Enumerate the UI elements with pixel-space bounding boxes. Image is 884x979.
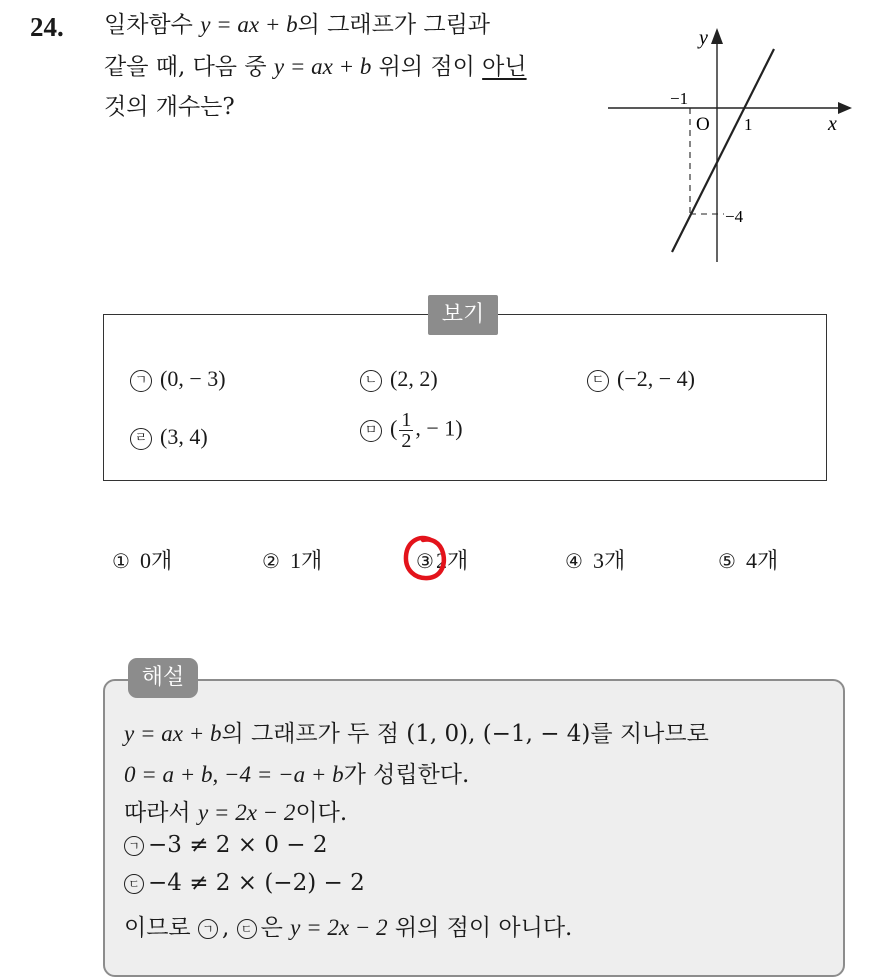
bogi-item: [130, 366, 226, 392]
choice-number: ④: [565, 549, 583, 573]
circle-mark: ㄷ: [124, 874, 144, 894]
bogi-item: [130, 424, 208, 450]
question-line-3: 것의 개수는?: [104, 94, 235, 120]
explanation-equation: y = 2x − 2: [197, 800, 296, 825]
circle-mark: ㄱ: [198, 919, 218, 939]
y-axis-arrow: [711, 28, 723, 44]
tick-label-neg1: −1: [670, 89, 689, 108]
bogi-item-text: (: [390, 415, 398, 441]
question-text: 위의 점이: [371, 54, 483, 80]
tick-label-neg4: −4: [725, 207, 744, 226]
explanation-equation: −4 ≠ 2 × (−2) − 2: [148, 870, 365, 896]
explanation-equation: y = ax + b: [124, 721, 222, 746]
choice-4[interactable]: [565, 544, 625, 575]
tick-label-1: 1: [744, 115, 753, 134]
choice-text: 0개: [139, 548, 173, 573]
explanation-line-5: [124, 870, 365, 896]
answer-mark-icon: [401, 532, 449, 584]
bogi-box: [103, 314, 827, 481]
explanation-text: 은: [260, 915, 291, 941]
underlined-word: 아닌: [482, 54, 527, 80]
bogi-item-text: (0, − 3): [160, 366, 226, 391]
fraction: [399, 410, 413, 451]
question-equation: y = ax + b: [200, 12, 298, 37]
bogi-item: [587, 366, 695, 392]
question-line-2: [104, 50, 527, 84]
choice-number: ③: [416, 549, 434, 573]
bogi-item-text: (3, 4): [160, 424, 208, 449]
explanation-line-1: [124, 715, 709, 748]
bogi-item-text: , − 1): [415, 415, 463, 441]
circle-mark: ㅁ: [360, 420, 382, 442]
choice-text: 1개: [289, 548, 323, 573]
choice-number: ⑤: [718, 549, 736, 573]
circle-mark: ㄱ: [124, 836, 144, 856]
question-text: 같을 때, 다음 중: [104, 54, 274, 80]
fraction-denominator: 2: [401, 430, 412, 452]
choice-1[interactable]: [112, 544, 172, 575]
choice-text: 4개: [745, 548, 779, 573]
bogi-item: [360, 410, 463, 451]
fraction-numerator: 1: [401, 409, 412, 431]
circle-mark: ㄹ: [130, 428, 152, 450]
function-line: [672, 49, 774, 252]
choice-5[interactable]: [718, 544, 778, 575]
explanation-equation: y = 2x − 2: [290, 915, 388, 940]
choice-text: 3개: [592, 548, 626, 573]
explanation-line-4: [124, 832, 328, 858]
origin-label: O: [696, 114, 710, 135]
explanation-label: 해설: [128, 658, 198, 698]
explanation-line-6: [124, 909, 572, 942]
circle-mark: ㄷ: [587, 370, 609, 392]
explanation-text: 이다.: [295, 800, 348, 826]
circle-mark: ㄱ: [130, 370, 152, 392]
bogi-label: 보기: [428, 295, 498, 335]
circle-mark: ㄴ: [360, 370, 382, 392]
explanation-line-3: [124, 794, 347, 827]
explanation-equation: −3 ≠ 2 × 0 − 2: [148, 832, 328, 858]
choice-2[interactable]: [262, 544, 322, 575]
question-equation: y = ax + b: [273, 54, 372, 79]
x-axis-arrow: [838, 102, 852, 114]
explanation-text: 위의 점이 아니다.: [387, 915, 573, 941]
choice-number: ①: [112, 549, 130, 573]
explanation-text: 이므로: [124, 915, 198, 941]
explanation-text: ,: [221, 915, 237, 941]
explanation-equation: 0 = a + b, −4 = −a + b: [124, 762, 344, 787]
explanation-text: 따라서: [124, 800, 198, 826]
question-number: 24.: [30, 12, 64, 42]
question-text: 의 그래프가 그림과: [297, 12, 491, 38]
explanation-text: 의 그래프가 두 점 (1, 0), (−1, − 4)를 지나므로: [221, 721, 709, 747]
bogi-item: [360, 366, 438, 392]
bogi-item-text: (−2, − 4): [617, 366, 695, 391]
bogi-item-text: (2, 2): [390, 366, 438, 391]
explanation-text: 가 성립한다.: [343, 762, 470, 788]
x-axis-label: x: [828, 113, 837, 135]
circle-mark: ㄷ: [237, 919, 257, 939]
choice-text: 2개: [435, 548, 469, 573]
choice-number: ②: [262, 549, 280, 573]
question-line-1: [104, 8, 490, 42]
function-graph: [600, 22, 860, 267]
y-axis-label: y: [699, 27, 708, 49]
explanation-line-2: [124, 756, 469, 789]
question-text: 일차함수: [104, 12, 201, 38]
